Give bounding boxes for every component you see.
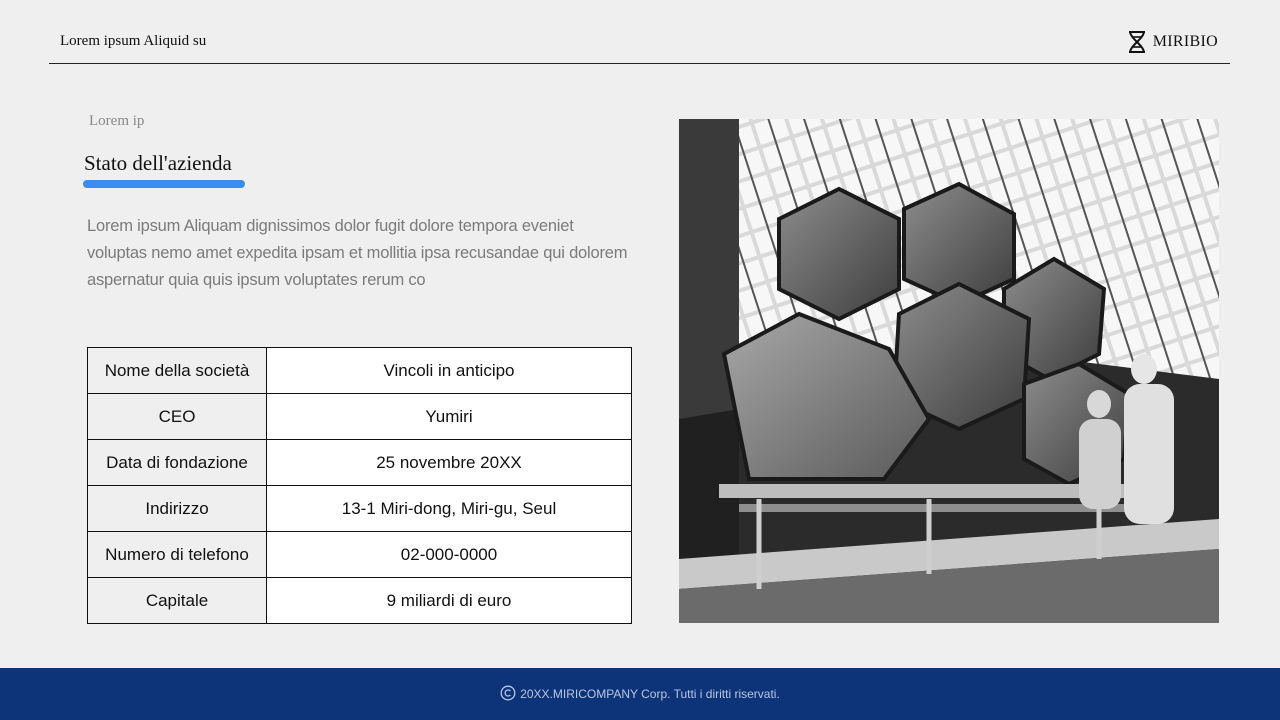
section-kicker: Lorem ip [89, 113, 145, 129]
table-value-cell: 02-000-0000 [267, 532, 632, 578]
table-value-cell: Vincoli in anticipo [267, 348, 632, 394]
brand-name: MIRIBIO [1152, 33, 1218, 50]
table-key-cell: Numero di telefono [88, 532, 267, 578]
table-key-cell: Indirizzo [88, 486, 267, 532]
footer [0, 668, 1280, 720]
table-value-cell: 9 miliardi di euro [267, 578, 632, 624]
header-title: Lorem ipsum Aliquid su [60, 33, 207, 49]
table-value-cell: 13-1 Miri-dong, Miri-gu, Seul [267, 486, 632, 532]
table-key-cell: Nome della società [88, 348, 267, 394]
table-value-cell: Yumiri [267, 394, 632, 440]
title-underline [83, 180, 245, 188]
dna-icon [1127, 30, 1147, 54]
table-row [88, 440, 632, 486]
table-key-cell: Capitale [88, 578, 267, 624]
table-value-cell: 25 novembre 20XX [267, 440, 632, 486]
mirror-assembly-photo [679, 119, 1219, 623]
table-key-cell: CEO [88, 394, 267, 440]
table-row [88, 394, 632, 440]
table-row [88, 348, 632, 394]
footer-copyright-text: 20XX.MIRICOMPANY Corp. Tutti i diritti riservati. [520, 687, 780, 701]
header-divider [49, 63, 1230, 64]
table-row [88, 578, 632, 624]
section-body: Lorem ipsum Aliquam dignissimos dolor fugit dolore tempora eveniet voluptas nemo amet expedita ipsam et mollitia ipsa recusandae qui dolorem aspernatur quia quis ipsum voluptates rerum co [87, 217, 628, 289]
table-key-cell: Data di fondazione [88, 440, 267, 486]
copyright-icon [500, 685, 516, 704]
table-row [88, 486, 632, 532]
company-info-table [87, 347, 632, 624]
section-title: Stato dell'azienda [84, 151, 232, 175]
table-row [88, 532, 632, 578]
brand-logo[interactable] [1127, 30, 1218, 54]
